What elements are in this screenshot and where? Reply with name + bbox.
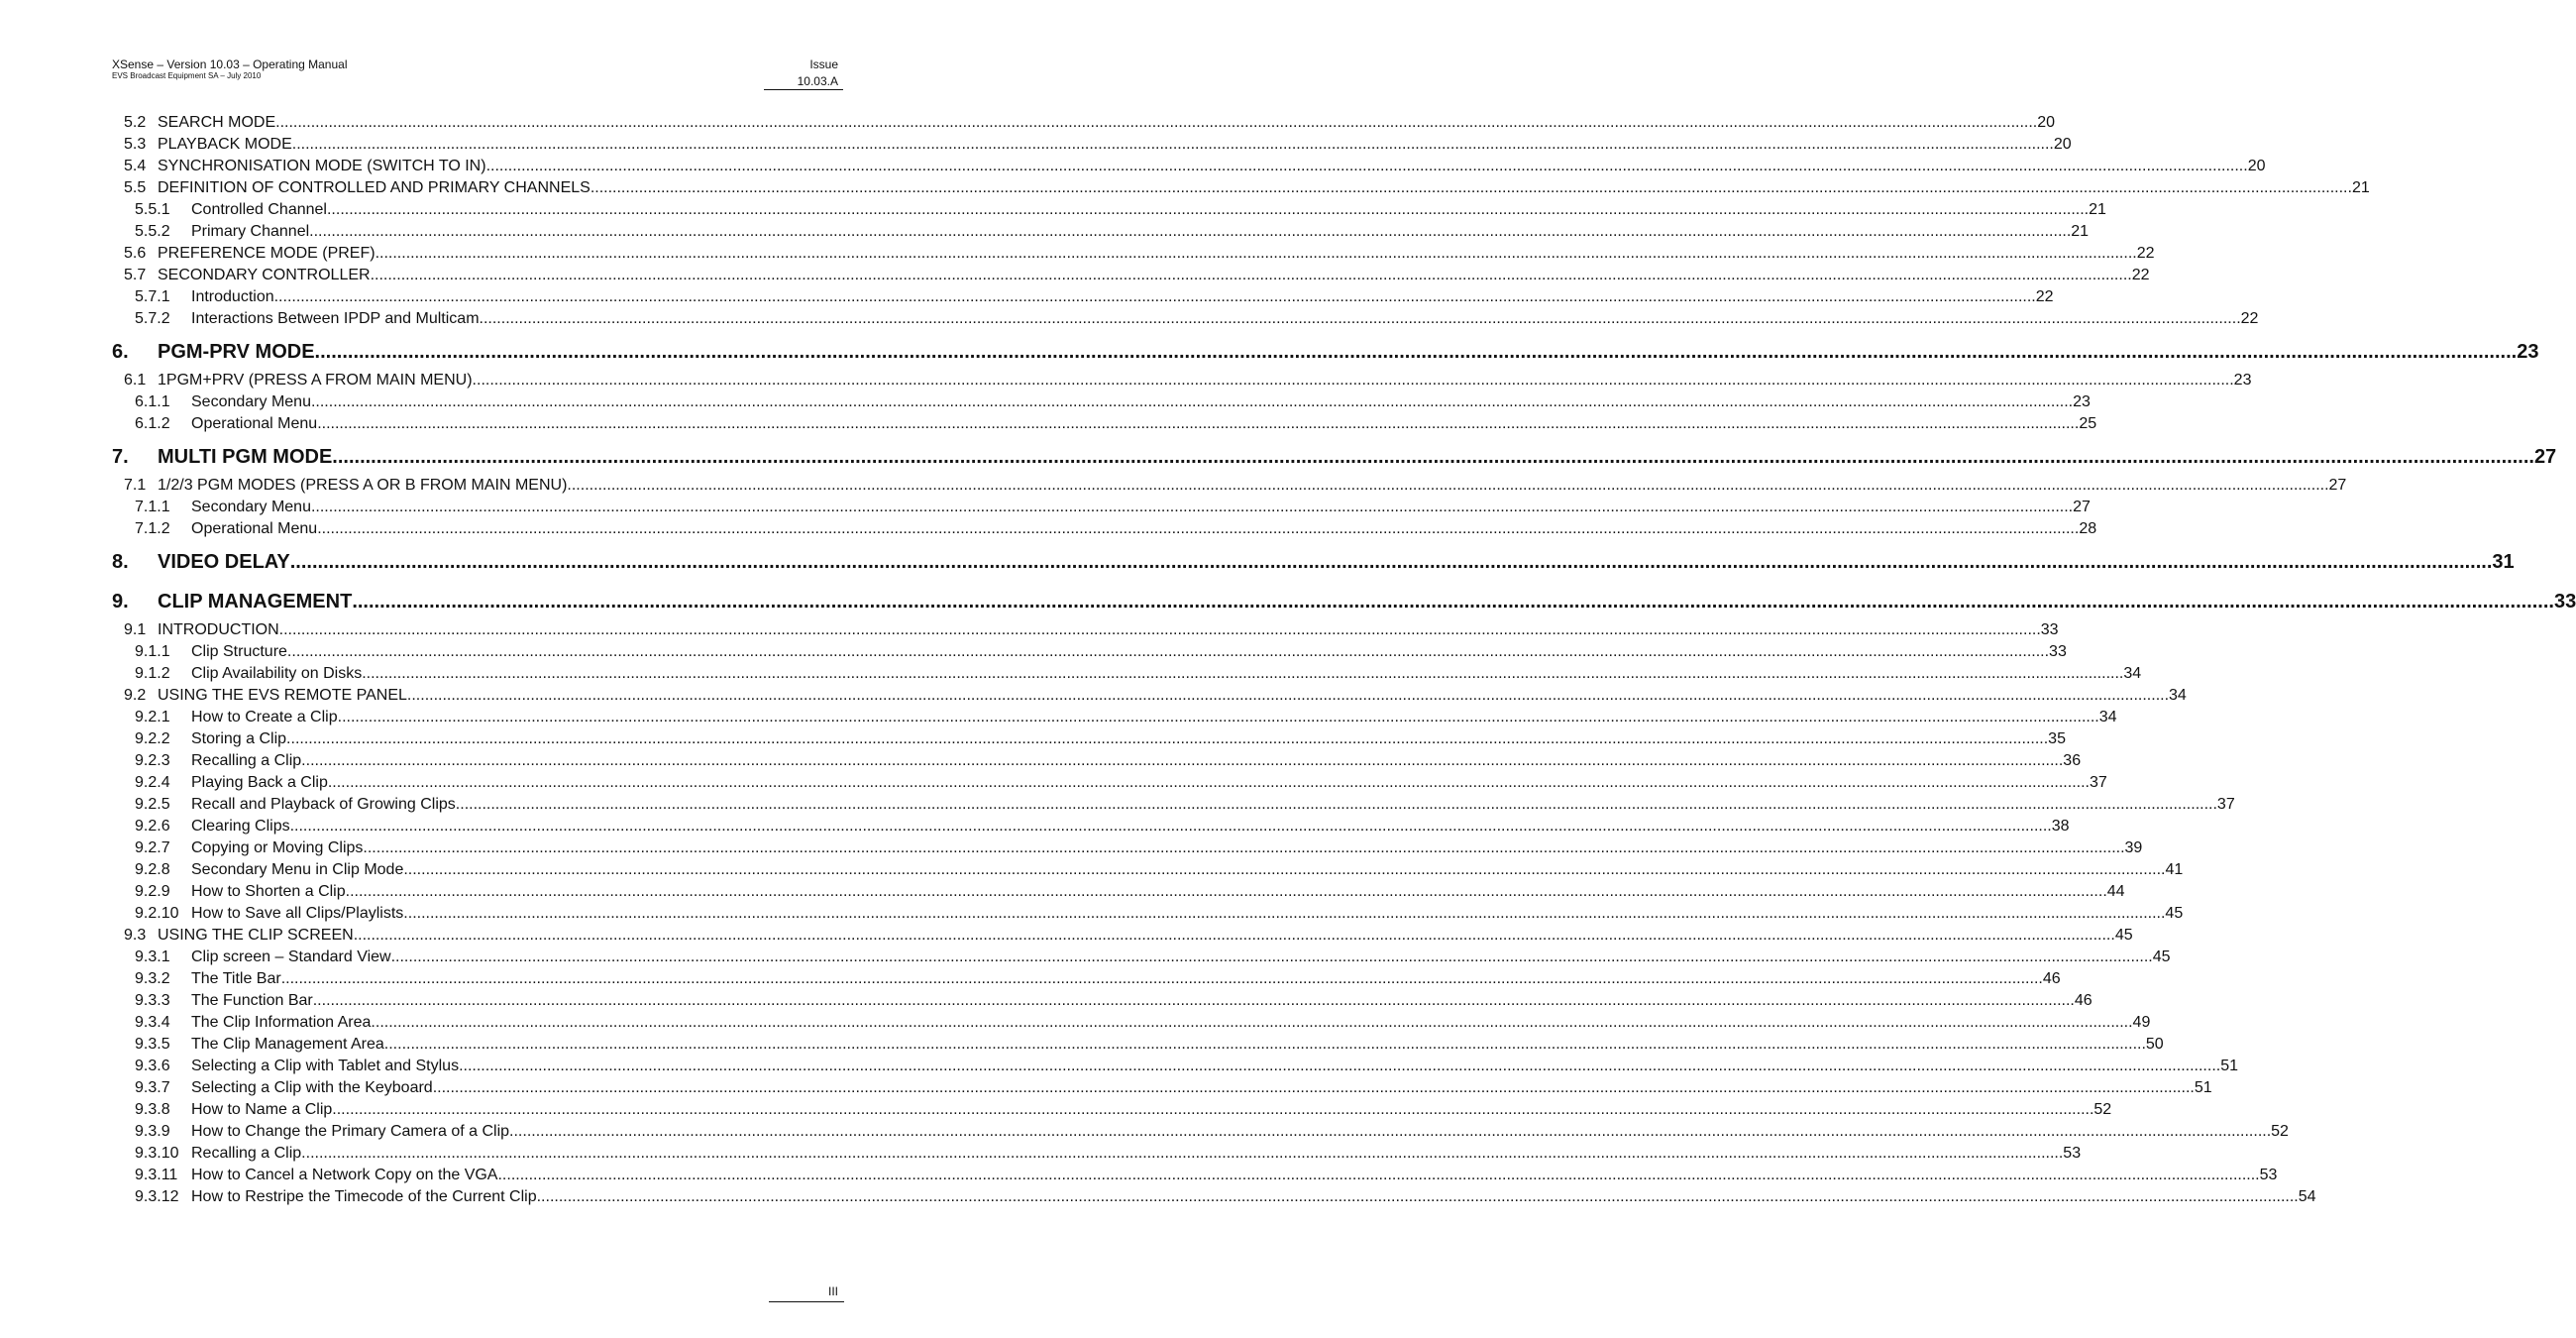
dot-leader: ................................................................................................................................................................................................................................................................................................................................................................................................................ <box>286 643 2050 660</box>
toc-entry[interactable] <box>112 134 2072 156</box>
toc-entry-page: 22 <box>2131 267 2150 283</box>
toc-entry-title: Copying or Moving Clips <box>191 839 364 856</box>
toc-entry-number: 9.2.2 <box>135 730 170 747</box>
toc-entry-title: PLAYBACK MODE <box>158 136 292 153</box>
toc-entry-title: Clip Structure <box>191 643 287 660</box>
toc-entry[interactable] <box>112 641 2067 663</box>
issue-number: 10.03.A <box>797 74 838 88</box>
toc-entry-number: 7.1.1 <box>135 499 170 515</box>
toc-entry-page: 23 <box>2073 393 2091 410</box>
toc-entry-page: 52 <box>2271 1123 2289 1140</box>
toc-entry[interactable] <box>112 663 2142 685</box>
dot-leader: ................................................................................................................................................................................................................................................................................................................................................................................................................ <box>390 948 2153 965</box>
toc-entry-label <box>112 308 480 330</box>
toc-entry-label <box>112 859 403 881</box>
dot-leader: ................................................................................................................................................................................................................................................................................................................................................................................................................ <box>332 446 2534 468</box>
toc-entry-title: Clip Availability on Disks <box>191 665 363 682</box>
toc-entry[interactable] <box>112 440 2557 475</box>
toc-entry-page: 20 <box>2053 136 2072 153</box>
toc-entry-number: 6.1 <box>124 372 147 389</box>
toc-entry-label <box>112 134 292 156</box>
toc-entry-number: 9.2.10 <box>135 905 179 922</box>
toc-entry-page: 27 <box>2533 446 2557 468</box>
dot-leader: ................................................................................................................................................................................................................................................................................................................................................................................................................ <box>403 905 2166 922</box>
toc-entry-page: 20 <box>2037 114 2056 131</box>
toc-entry[interactable] <box>112 518 2097 540</box>
toc-entry-page: 49 <box>2132 1014 2151 1031</box>
toc-entry-label <box>112 641 287 663</box>
toc-entry-label <box>112 1034 384 1056</box>
toc-entry-title: Clip screen – Standard View <box>191 948 391 965</box>
toc-entry-title: 1PGM+PRV (PRESS A FROM MAIN MENU) <box>158 372 473 389</box>
toc-entry-title: How to Cancel a Network Copy on the VGA <box>191 1167 498 1183</box>
toc-entry-number: 9.2.4 <box>135 774 170 791</box>
toc-entry[interactable] <box>112 1034 2164 1056</box>
page-number: III <box>827 1284 838 1298</box>
toc-entry[interactable] <box>112 585 2576 619</box>
toc-entry-number: 9.3.8 <box>135 1101 170 1118</box>
toc-entry-label <box>112 440 332 475</box>
toc-entry[interactable] <box>112 221 2090 243</box>
toc-entry-label <box>112 475 567 497</box>
toc-entry[interactable] <box>112 728 2066 750</box>
toc-entry-page: 50 <box>2145 1036 2164 1053</box>
toc-entry-title: PREFERENCE MODE (PREF) <box>158 245 376 262</box>
toc-entry-title: VIDEO DELAY <box>158 551 290 573</box>
toc-entry-page: 41 <box>2165 861 2184 878</box>
toc-entry[interactable] <box>112 816 2070 837</box>
toc-entry-label <box>112 286 274 308</box>
toc-entry-page: 46 <box>2042 970 2061 987</box>
dot-leader: ................................................................................................................................................................................................................................................................................................................................................................................................................ <box>590 179 2352 196</box>
toc-entry[interactable] <box>112 685 2187 707</box>
dot-leader: ................................................................................................................................................................................................................................................................................................................................................................................................................ <box>509 1123 2272 1140</box>
toc-entry-number: 9. <box>112 591 129 613</box>
toc-entry[interactable] <box>112 156 2266 177</box>
toc-entry-title: DEFINITION OF CONTROLLED AND PRIMARY CHANNELS <box>158 179 590 196</box>
toc-entry-title: Storing a Clip <box>191 730 287 747</box>
toc-entry-page: 53 <box>2063 1145 2082 1162</box>
dot-leader: ................................................................................................................................................................................................................................................................................................................................................................................................................ <box>497 1167 2260 1183</box>
toc-entry-label <box>112 156 486 177</box>
toc-entry-label <box>112 619 279 641</box>
toc-entry-label <box>112 1099 332 1121</box>
toc-entry-number: 9.3.7 <box>135 1079 170 1096</box>
toc-entry-number: 5.5 <box>124 179 147 196</box>
toc-entry-number: 9.3.4 <box>135 1014 170 1031</box>
toc-entry-number: 9.2 <box>124 687 147 704</box>
toc-entry-title: How to Save all Clips/Playlists <box>191 905 404 922</box>
header-left <box>112 57 348 81</box>
toc-entry-page: 52 <box>2093 1101 2112 1118</box>
toc-entry-label <box>112 1012 371 1034</box>
dot-leader: ................................................................................................................................................................................................................................................................................................................................................................................................................ <box>363 839 2125 856</box>
toc-entry-label <box>112 903 403 925</box>
toc-entry-number: 7. <box>112 446 129 468</box>
toc-entry-page: 22 <box>2136 245 2155 262</box>
dot-leader: ................................................................................................................................................................................................................................................................................................................................................................................................................ <box>567 477 2329 494</box>
toc-entry-number: 9.3.9 <box>135 1123 170 1140</box>
dot-leader: ................................................................................................................................................................................................................................................................................................................................................................................................................ <box>278 621 2041 638</box>
toc-entry-number: 9.2.7 <box>135 839 170 856</box>
toc-entry-label <box>112 707 338 728</box>
toc-entry[interactable] <box>112 794 2235 816</box>
dot-leader: ................................................................................................................................................................................................................................................................................................................................................................................................................ <box>337 709 2099 725</box>
toc-entry[interactable] <box>112 391 2091 413</box>
toc-entry[interactable] <box>112 177 2370 199</box>
toc-entry[interactable] <box>112 243 2155 265</box>
toc-entry-label <box>112 794 456 816</box>
toc-entry-page: 20 <box>2247 158 2266 174</box>
toc-entry-number: 9.3.6 <box>135 1058 170 1074</box>
dot-leader: ................................................................................................................................................................................................................................................................................................................................................................................................................ <box>275 114 2038 131</box>
dot-leader: ................................................................................................................................................................................................................................................................................................................................................................................................................ <box>317 415 2080 432</box>
dot-leader: ................................................................................................................................................................................................................................................................................................................................................................................................................ <box>332 1101 2094 1118</box>
toc-entry-page: 27 <box>2328 477 2347 494</box>
toc-entry[interactable] <box>112 1056 2238 1077</box>
toc-entry-page: 54 <box>2298 1188 2316 1205</box>
toc-entry-title: Secondary Menu <box>191 499 311 515</box>
dot-leader: ................................................................................................................................................................................................................................................................................................................................................................................................................ <box>353 927 2115 944</box>
toc-entry[interactable] <box>112 619 2059 641</box>
toc-entry-title: The Clip Information Area <box>191 1014 372 1031</box>
toc-entry[interactable] <box>112 1077 2212 1099</box>
toc-entry-number: 8. <box>112 551 129 573</box>
toc-entry-title: Secondary Menu in Clip Mode <box>191 861 404 878</box>
toc-entry[interactable] <box>112 265 2150 286</box>
toc-entry-label <box>112 243 376 265</box>
toc-entry-title: Playing Back a Clip <box>191 774 328 791</box>
toc-entry-label <box>112 177 590 199</box>
toc-entry-number: 9.3.12 <box>135 1188 179 1205</box>
toc-entry-page: 23 <box>2233 372 2252 389</box>
toc-entry-number: 9.3.11 <box>135 1167 178 1183</box>
toc-entry-number: 9.3.2 <box>135 970 170 987</box>
toc-entry-label <box>112 1143 301 1165</box>
dot-leader: ................................................................................................................................................................................................................................................................................................................................................................................................................ <box>312 992 2075 1009</box>
toc-entry-number: 9.1.1 <box>135 643 170 660</box>
toc-entry-page: 51 <box>2194 1079 2212 1096</box>
dot-leader: ................................................................................................................................................................................................................................................................................................................................................................................................................ <box>406 687 2170 704</box>
document-title: XSense – Version 10.03 – Operating Manual <box>112 57 348 71</box>
dot-leader: ................................................................................................................................................................................................................................................................................................................................................................................................................ <box>286 730 2049 747</box>
dot-leader: ................................................................................................................................................................................................................................................................................................................................................................................................................ <box>362 665 2124 682</box>
toc-entry-title: The Clip Management Area <box>191 1036 384 1053</box>
dot-leader: ................................................................................................................................................................................................................................................................................................................................................................................................................ <box>317 520 2080 537</box>
dot-leader: ................................................................................................................................................................................................................................................................................................................................................................................................................ <box>455 796 2217 813</box>
dot-leader: ................................................................................................................................................................................................................................................................................................................................................................................................................ <box>301 1145 2064 1162</box>
toc-entry-label <box>112 947 391 968</box>
toc-entry[interactable] <box>112 112 2056 134</box>
toc-entry-title: Operational Menu <box>191 415 318 432</box>
toc-entry[interactable] <box>112 707 2117 728</box>
toc-entry-label <box>112 837 363 859</box>
toc-entry-page: 51 <box>2220 1058 2238 1074</box>
toc-entry-title: PGM-PRV MODE <box>158 341 315 363</box>
dot-leader: ................................................................................................................................................................................................................................................................................................................................................................................................................ <box>345 883 2107 900</box>
toc-entry-number: 9.2.3 <box>135 752 170 769</box>
toc-entry-label <box>112 925 354 947</box>
toc-entry-number: 5.7.2 <box>135 310 170 327</box>
toc-entry-number: 5.6 <box>124 245 147 262</box>
toc-entry-number: 9.2.9 <box>135 883 170 900</box>
toc-entry-page: 21 <box>2351 179 2370 196</box>
toc-entry[interactable] <box>112 286 2054 308</box>
toc-entry-label <box>112 1121 509 1143</box>
toc-entry-page: 34 <box>2123 665 2142 682</box>
toc-entry-label <box>112 518 317 540</box>
toc-entry[interactable] <box>112 903 2184 925</box>
toc-entry-page: 28 <box>2079 520 2097 537</box>
header-right <box>798 57 838 88</box>
dot-leader: ................................................................................................................................................................................................................................................................................................................................................................................................................ <box>383 1036 2146 1053</box>
toc-entry-number: 7.1.2 <box>135 520 170 537</box>
toc-entry-label <box>112 1186 537 1208</box>
toc-entry-title: How to Name a Clip <box>191 1101 333 1118</box>
toc-entry-title: How to Change the Primary Camera of a Clip <box>191 1123 510 1140</box>
toc-entry-label <box>112 816 290 837</box>
toc-entry-page: 39 <box>2124 839 2143 856</box>
toc-entry-label <box>112 413 317 435</box>
dot-leader: ................................................................................................................................................................................................................................................................................................................................................................................................................ <box>314 341 2518 363</box>
dot-leader: ................................................................................................................................................................................................................................................................................................................................................................................................................ <box>310 393 2074 410</box>
toc-entry-page: 23 <box>2517 341 2539 363</box>
table-of-contents <box>112 112 2576 1208</box>
toc-entry[interactable] <box>112 199 2106 221</box>
toc-entry-page: 53 <box>2259 1167 2278 1183</box>
header-rule <box>764 89 843 90</box>
toc-entry-page: 34 <box>2169 687 2187 704</box>
toc-entry-label <box>112 968 281 990</box>
toc-entry-number: 9.3 <box>124 927 147 944</box>
toc-entry-page: 35 <box>2048 730 2066 747</box>
toc-entry-page: 38 <box>2051 818 2070 835</box>
dot-leader: ................................................................................................................................................................................................................................................................................................................................................................................................................ <box>371 1014 2133 1031</box>
toc-entry[interactable] <box>112 1121 2289 1143</box>
toc-entry[interactable] <box>112 335 2539 370</box>
dot-leader: ................................................................................................................................................................................................................................................................................................................................................................................................................ <box>432 1079 2195 1096</box>
dot-leader: ................................................................................................................................................................................................................................................................................................................................................................................................................ <box>326 201 2090 218</box>
toc-entry-page: 27 <box>2073 499 2091 515</box>
dot-leader: ................................................................................................................................................................................................................................................................................................................................................................................................................ <box>291 136 2054 153</box>
dot-leader: ................................................................................................................................................................................................................................................................................................................................................................................................................ <box>273 288 2036 305</box>
dot-leader: ................................................................................................................................................................................................................................................................................................................................................................................................................ <box>472 372 2234 389</box>
toc-entry[interactable] <box>112 1012 2151 1034</box>
toc-entry-label <box>112 545 290 580</box>
toc-entry[interactable] <box>112 881 2125 903</box>
toc-entry[interactable] <box>112 990 2093 1012</box>
toc-entry[interactable] <box>112 413 2097 435</box>
toc-entry-label <box>112 335 315 370</box>
toc-entry-title: Operational Menu <box>191 520 318 537</box>
toc-entry-label <box>112 1165 497 1186</box>
toc-entry-number: 9.3.1 <box>135 948 170 965</box>
toc-entry[interactable] <box>112 925 2133 947</box>
toc-entry-page: 33 <box>2049 643 2067 660</box>
toc-entry-page: 33 <box>2553 591 2576 613</box>
toc-entry-label <box>112 881 346 903</box>
issue-label: Issue <box>809 57 838 71</box>
toc-entry-number: 5.5.1 <box>135 201 170 218</box>
toc-entry-number: 9.3.10 <box>135 1145 179 1162</box>
toc-entry-number: 5.4 <box>124 158 147 174</box>
toc-entry[interactable] <box>112 772 2107 794</box>
toc-entry-title: USING THE CLIP SCREEN <box>158 927 354 944</box>
toc-entry-number: 6.1.1 <box>135 393 170 410</box>
toc-entry-title: How to Shorten a Clip <box>191 883 346 900</box>
toc-entry-title: Recalling a Clip <box>191 752 302 769</box>
toc-entry-label <box>112 685 407 707</box>
toc-entry-title: USING THE EVS REMOTE PANEL <box>158 687 407 704</box>
toc-entry-title: Controlled Channel <box>191 201 327 218</box>
toc-entry-number: 9.1 <box>124 621 147 638</box>
toc-entry-page: 37 <box>2216 796 2235 813</box>
toc-entry-page: 21 <box>2089 201 2106 218</box>
toc-entry[interactable] <box>112 1143 2082 1165</box>
toc-entry[interactable] <box>112 1099 2112 1121</box>
toc-entry-title: SYNCHRONISATION MODE (SWITCH TO IN) <box>158 158 486 174</box>
dot-leader: ................................................................................................................................................................................................................................................................................................................................................................................................................ <box>280 970 2043 987</box>
toc-entry-number: 9.2.6 <box>135 818 170 835</box>
toc-entry-label <box>112 1056 459 1077</box>
toc-entry-title: Recalling a Clip <box>191 1145 302 1162</box>
toc-entry-number: 9.3.5 <box>135 1036 170 1053</box>
toc-entry-title: Interactions Between IPDP and Multicam <box>191 310 480 327</box>
dot-leader: ................................................................................................................................................................................................................................................................................................................................................................................................................ <box>289 818 2052 835</box>
toc-entry-label <box>112 990 313 1012</box>
dot-leader: ................................................................................................................................................................................................................................................................................................................................................................................................................ <box>403 861 2166 878</box>
toc-entry-title: INTRODUCTION <box>158 621 279 638</box>
toc-entry-page: 34 <box>2098 709 2117 725</box>
toc-entry-title: SECONDARY CONTROLLER <box>158 267 371 283</box>
toc-entry-title: Selecting a Clip with the Keyboard <box>191 1079 433 1096</box>
toc-entry-number: 9.2.8 <box>135 861 170 878</box>
publisher-line: EVS Broadcast Equipment SA – July 2010 <box>112 71 262 80</box>
toc-entry-number: 9.1.2 <box>135 665 170 682</box>
toc-entry-number: 5.2 <box>124 114 147 131</box>
toc-entry-title: Primary Channel <box>191 223 310 240</box>
toc-entry-label <box>112 370 473 391</box>
toc-entry-number: 9.2.5 <box>135 796 170 813</box>
toc-entry-title: The Title Bar <box>191 970 281 987</box>
footer-rule <box>769 1301 844 1302</box>
dot-leader: ................................................................................................................................................................................................................................................................................................................................................................................................................ <box>327 774 2090 791</box>
toc-entry-page: 36 <box>2063 752 2082 769</box>
toc-entry[interactable] <box>112 859 2184 881</box>
toc-entry[interactable] <box>112 370 2252 391</box>
toc-entry-title: Introduction <box>191 288 274 305</box>
dot-leader: ................................................................................................................................................................................................................................................................................................................................................................................................................ <box>479 310 2241 327</box>
dot-leader: ................................................................................................................................................................................................................................................................................................................................................................................................................ <box>536 1188 2299 1205</box>
toc-entry-label <box>112 585 352 619</box>
toc-entry-page: 22 <box>2035 288 2054 305</box>
toc-entry-title: SEARCH MODE <box>158 114 276 131</box>
toc-entry-label <box>112 497 311 518</box>
toc-entry-page: 21 <box>2071 223 2090 240</box>
toc-entry-label <box>112 663 362 685</box>
toc-entry-label <box>112 728 286 750</box>
toc-entry-label <box>112 199 327 221</box>
toc-entry-page: 46 <box>2074 992 2093 1009</box>
toc-entry-label <box>112 772 328 794</box>
toc-entry-number: 5.7.1 <box>135 288 170 305</box>
toc-entry-title: MULTI PGM MODE <box>158 446 333 468</box>
toc-entry-number: 5.3 <box>124 136 147 153</box>
toc-entry-title: CLIP MANAGEMENT <box>158 591 353 613</box>
toc-entry-page: 44 <box>2106 883 2125 900</box>
toc-entry-page: 45 <box>2152 948 2171 965</box>
toc-entry-page: 31 <box>2492 551 2515 573</box>
dot-leader: ................................................................................................................................................................................................................................................................................................................................................................................................................ <box>289 551 2493 573</box>
toc-entry-number: 6. <box>112 341 129 363</box>
toc-entry-page: 37 <box>2089 774 2107 791</box>
dot-leader: ................................................................................................................................................................................................................................................................................................................................................................................................................ <box>485 158 2248 174</box>
toc-entry[interactable] <box>112 475 2347 497</box>
toc-entry-number: 9.3.3 <box>135 992 170 1009</box>
dot-leader: ................................................................................................................................................................................................................................................................................................................................................................................................................ <box>459 1058 2221 1074</box>
toc-entry-label <box>112 750 301 772</box>
toc-entry-label <box>112 265 371 286</box>
dot-leader: ................................................................................................................................................................................................................................................................................................................................................................................................................ <box>370 267 2132 283</box>
dot-leader: ................................................................................................................................................................................................................................................................................................................................................................................................................ <box>310 499 2074 515</box>
toc-entry-number: 6.1.2 <box>135 415 170 432</box>
toc-entry-label <box>112 112 275 134</box>
toc-entry-number: 5.5.2 <box>135 223 170 240</box>
dot-leader: ................................................................................................................................................................................................................................................................................................................................................................................................................ <box>352 591 2554 613</box>
toc-entry[interactable] <box>112 1186 2316 1208</box>
toc-entry-page: 22 <box>2240 310 2259 327</box>
toc-entry-number: 7.1 <box>124 477 147 494</box>
dot-leader: ................................................................................................................................................................................................................................................................................................................................................................................................................ <box>301 752 2064 769</box>
toc-entry-title: The Function Bar <box>191 992 313 1009</box>
toc-entry-page: 45 <box>2165 905 2184 922</box>
toc-entry-number: 9.2.1 <box>135 709 170 725</box>
toc-entry-title: How to Create a Clip <box>191 709 338 725</box>
toc-entry-title: Selecting a Clip with Tablet and Stylus <box>191 1058 460 1074</box>
toc-entry-page: 45 <box>2114 927 2133 944</box>
toc-entry-title: Recall and Playback of Growing Clips <box>191 796 456 813</box>
toc-entry-title: Clearing Clips <box>191 818 290 835</box>
toc-entry-label <box>112 1077 433 1099</box>
toc-entry[interactable] <box>112 968 2061 990</box>
toc-entry[interactable] <box>112 308 2259 330</box>
toc-entry[interactable] <box>112 947 2171 968</box>
toc-entry[interactable] <box>112 837 2143 859</box>
toc-entry[interactable] <box>112 1165 2278 1186</box>
toc-entry[interactable] <box>112 545 2515 580</box>
toc-entry-number: 5.7 <box>124 267 147 283</box>
toc-entry-label <box>112 391 311 413</box>
toc-entry-page: 25 <box>2079 415 2097 432</box>
dot-leader: ................................................................................................................................................................................................................................................................................................................................................................................................................ <box>375 245 2137 262</box>
toc-entry[interactable] <box>112 750 2082 772</box>
dot-leader: ................................................................................................................................................................................................................................................................................................................................................................................................................ <box>309 223 2072 240</box>
toc-entry-title: 1/2/3 PGM MODES (PRESS A OR B FROM MAIN MENU) <box>158 477 568 494</box>
toc-entry-title: Secondary Menu <box>191 393 311 410</box>
toc-entry-title: How to Restripe the Timecode of the Current Clip <box>191 1188 537 1205</box>
toc-entry[interactable] <box>112 497 2091 518</box>
toc-entry-label <box>112 221 309 243</box>
toc-entry-page: 33 <box>2040 621 2059 638</box>
